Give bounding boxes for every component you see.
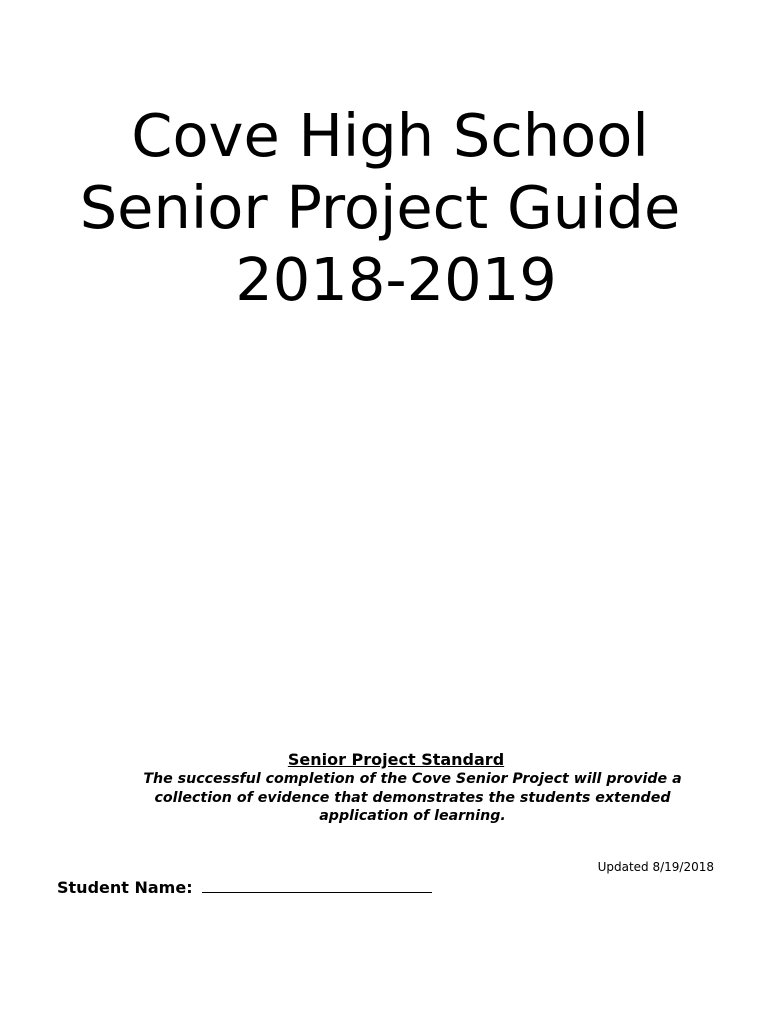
school-year: 2018-2019 (235, 245, 557, 314)
cover-title (0, 100, 770, 316)
school-name: Cove High School (131, 101, 649, 170)
student-name-label: Student Name: (57, 878, 193, 897)
standard-description: The successful completion of the Cove Senior Project will provide a collection of evidence that demonstrates the students extended application of learning. (143, 771, 682, 824)
standard-section (0, 750, 770, 824)
guide-title: Senior Project Guide (79, 173, 681, 242)
student-name-row (57, 876, 432, 898)
student-name-blank (202, 876, 432, 893)
standard-heading: Senior Project Standard (287, 750, 505, 769)
updated-date: Updated 8/19/2018 (597, 860, 714, 874)
